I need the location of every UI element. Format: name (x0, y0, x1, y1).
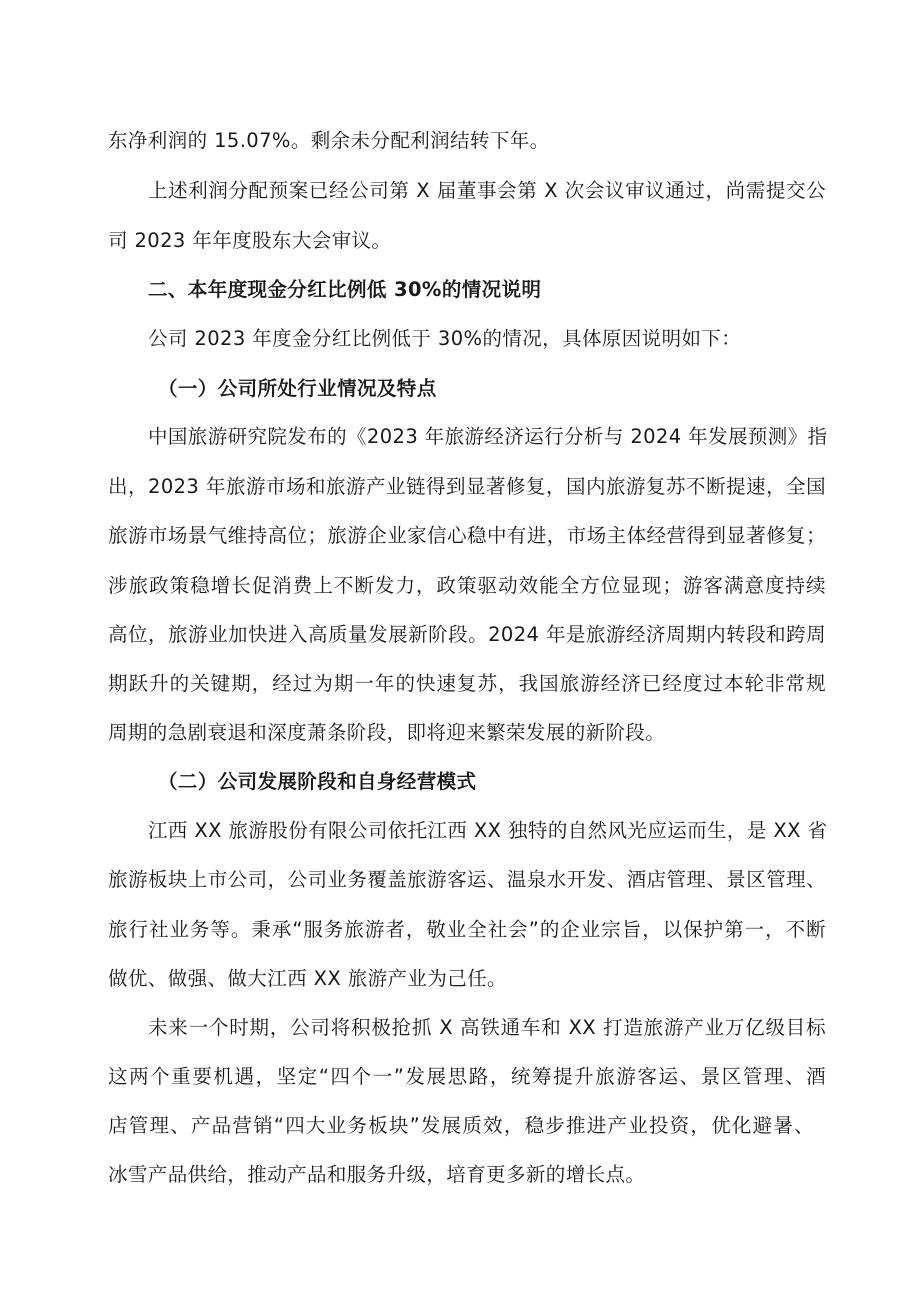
paragraph-line: 冰雪产品供给，推动产品和服务升级，培育更多新的增长点。 (108, 1163, 646, 1186)
paragraph-line: 期跃升的关键期，经过为期一年的快速复苏，我国旅游经济已经度过本轮非常规 (108, 672, 826, 695)
section-heading: 二、本年度现金分红比例低 30%的情况说明 (148, 278, 542, 301)
subsection-heading: （一）公司所处行业情况及特点 (158, 377, 437, 400)
paragraph-line: 公司 2023 年度金分红比例低于 30%的情况，具体原因说明如下： (148, 327, 742, 350)
paragraph-line: 未来一个时期，公司将积极抢抓 X 高铁通车和 XX 打造旅游产业万亿级目标 (148, 1016, 826, 1039)
paragraph-line: 江西 XX 旅游股份有限公司依托江西 XX 独特的自然风光应运而生，是 XX 省 (148, 819, 828, 842)
subsection-heading: （二）公司发展阶段和自身经营模式 (158, 770, 477, 793)
paragraph-line: 周期的急剧衰退和深度萧条阶段，即将迎来繁荣发展的新阶段。 (108, 721, 666, 744)
paragraph-line: 司 2023 年年度股东大会审议。 (108, 229, 392, 252)
paragraph-line: 高位，旅游业加快进入高质量发展新阶段。2024 年是旅游经济周期内转段和跨周 (108, 623, 826, 646)
paragraph-line: 东净利润的 15.07%。剩余未分配利润结转下年。 (108, 129, 550, 152)
paragraph-line: 上述利润分配预案已经公司第 X 届董事会第 X 次会议审议通过，尚需提交公 (148, 179, 826, 202)
paragraph-line: 做优、做强、做大江西 XX 旅游产业为己任。 (108, 967, 507, 990)
paragraph-line: 旅行社业务等。秉承“服务旅游者，敬业全社会”的企业宗旨，以保护第一，不断 (108, 918, 826, 941)
paragraph-line: 这两个重要机遇，坚定“四个一”发展思路，统筹提升旅游客运、景区管理、酒 (108, 1065, 826, 1088)
paragraph-line: 旅游市场景气维持高位；旅游企业家信心稳中有进，市场主体经营得到显著修复； (108, 524, 826, 547)
paragraph-line: 涉旅政策稳增长促消费上不断发力，政策驱动效能全方位显现；游客满意度持续 (108, 574, 826, 597)
paragraph-line: 旅游板块上市公司，公司业务覆盖旅游客运、温泉水开发、酒店管理、景区管理、 (108, 868, 826, 891)
paragraph-line: 店管理、产品营销“四大业务板块”发展质效，稳步推进产业投资，优化避暑、 (108, 1114, 814, 1137)
paragraph-line: 中国旅游研究院发布的《2023 年旅游经济运行分析与 2024 年发展预测》指 (148, 425, 828, 448)
paragraph-line: 出，2023 年旅游市场和旅游产业链得到显著修复，国内旅游复苏不断提速，全国 (108, 475, 826, 498)
